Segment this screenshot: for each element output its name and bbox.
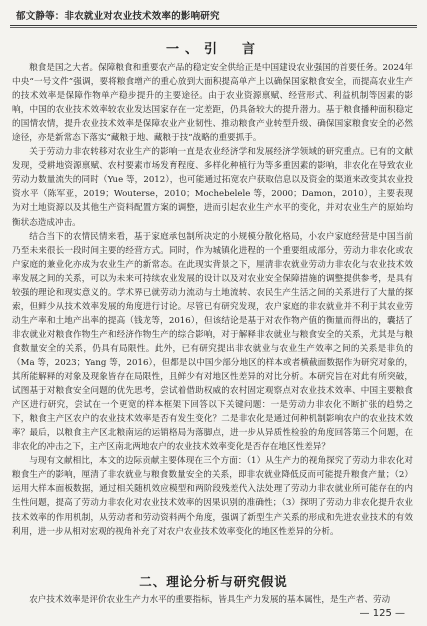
- running-head: 郁文静等：非农就业对农业技术效率的影响研究: [16, 11, 220, 22]
- page-number: — 125 —: [359, 608, 405, 619]
- paragraph: 关于劳动力非农转移对农业生产的影响一直是农业经济学和发展经济学领域的研究重点。已有的文献发现，受耕地资源禀赋、农村要素市场发育程度、多样化种植行为等多重因素的影响，非农化在导致农业劳动力数量流失的同时（Yue 等，2012），也可能通过拓宽农户获取信息以及资金的渠道来改变其农业投资水平（陈军亚，2019；Wouterse，2010；Mochebelele 等，2000；Damon，2010），主要表现为对土地资源以及其他生产资料配置方案的调整，进而引起农业生产水平的变化，并对农业生产的原始均衡状态造成冲击。: [12, 147, 413, 228]
- paragraph: 粮食是国之大者。保障粮食和重要农产品的稳定安全供给正是中国建设农业强国的首要任务。2024年中央“一号文件”强调，要将粮食增产的重心放到大面积提高单产上以确保国家粮食安全，而提高农业生产的技术效率是保障作物单产稳步提升的主要途径。由于农业资源禀赋、经营形式、利益机制等因素的影响，中国的农业技术效率较农业发达国家存在一定差距，仍具备较大的提升潜力。基于粮食播种面积稳定的国情农情，提升农业技术效率是保障农业产业韧性、推动粮食产业转型升级、确保国家粮食安全的必然途径，亦是新常态下落实“藏粮于地、藏粮于技”战略的重要抓手。: [12, 63, 413, 144]
- section-title-theory: 二、理论分析与研究假说: [139, 574, 288, 589]
- header-rule: [10, 25, 417, 26]
- paragraph: 与现有文献相比，本文的边际贡献主要体现在三个方面：（1）从生产力的视角探究了劳动力非农化对粮食生产的影响，厘清了非农就业与粮食数量安全的关系，即非农就业降低反而可能提升粮食产量；（2）运用大样本面板数据，通过相关随机效应模型和两阶段残差代入法处理了劳动力非农就业所可能存在的内生性问题，提高了劳动力非农化对农业技术效率的因果识别的准确性；（3）探明了劳动力非农化提升农业技术效率的作用机制，从劳动者和劳动资料两个角度，强调了新型生产关系的形成和先进农业技术的有效利用，进一步从相对宏观的视角补充了对农户农业技术效率变化的地区性差异的分析。: [12, 456, 413, 537]
- paragraph: 结合当下的农情民情来看，基于家庭承包制所决定的小规模分散化格局，小农户家庭经营是中国当前乃至未来很长一段时间主要的经营方式。同时，作为城镇化进程的一个重要组成部分，劳动力非农化或农户家庭的兼业化亦成为农业生产的新常态。在此现实背景之下，厘清非农就业劳动力非农化与农业技术效率发展之间的关系，可以为未来可持续农业发展的设计以及对农业安全保障措施的调整提供参考，是具有较强的理论和现实意义的。学术界已就劳动力流动与土地流转、农民生产生活之间的关系进行了大量的探索，但鲜少从技术效率发展的角度进行讨论。尽管已有研究发现，农户家庭的非农就业并不利于其农业劳动生产率和土地产出率的提高（钱龙等，2016），但该结论是基于对农作物产值的衡量而得出的，囊括了非农就业对粮食作物生产和经济作物生产的综合影响，对于解释非农就业与粮食安全的关系，尤其是与粮食数量安全的关系，仍具有局限性。此外，已有研究提出非农就业与农业生产效率之间的关系是非负的（Ma 等，2023；Yang 等，2016），但都是以中国少部分地区的样本或者横截面数据作为研究对象的，其所能解释的对象及现象皆存在局限性，且鲜少有对地区性差异的对比分析。本研究旨在对此有所突破，试图基于对粮食安全问题的优先思考，尝试着借助权威的农村固定观察点对农业技术效率、中国主要粮食产区进行研究，尝试在一个更宽的样本框架下回答以下关键问题：一是劳动力非农化不断扩张的趋势之下，粮食主产区农户的农业技术效率是否有发生变化？二是非农化是通过何种机制影响农户的农业技术效率？最后，以粮食主产区北粮南运的运销格局为落脚点，进一步从异质性检验的角度回答第三个问题，在非农化的冲击之下，主产区南北两地农户的农业技术效率变化是否存在地区性差异？: [12, 231, 413, 453]
- section-title-introduction: 一、引 言: [165, 42, 261, 57]
- paragraph: 农户技术效率是评价农业生产力水平的重要指标，皆具生产力发展的基本属性，是生产者、劳动: [29, 595, 391, 605]
- introduction-body: [12, 61, 413, 539]
- header-rule-thin: [10, 27, 417, 28]
- theory-body: [12, 593, 413, 607]
